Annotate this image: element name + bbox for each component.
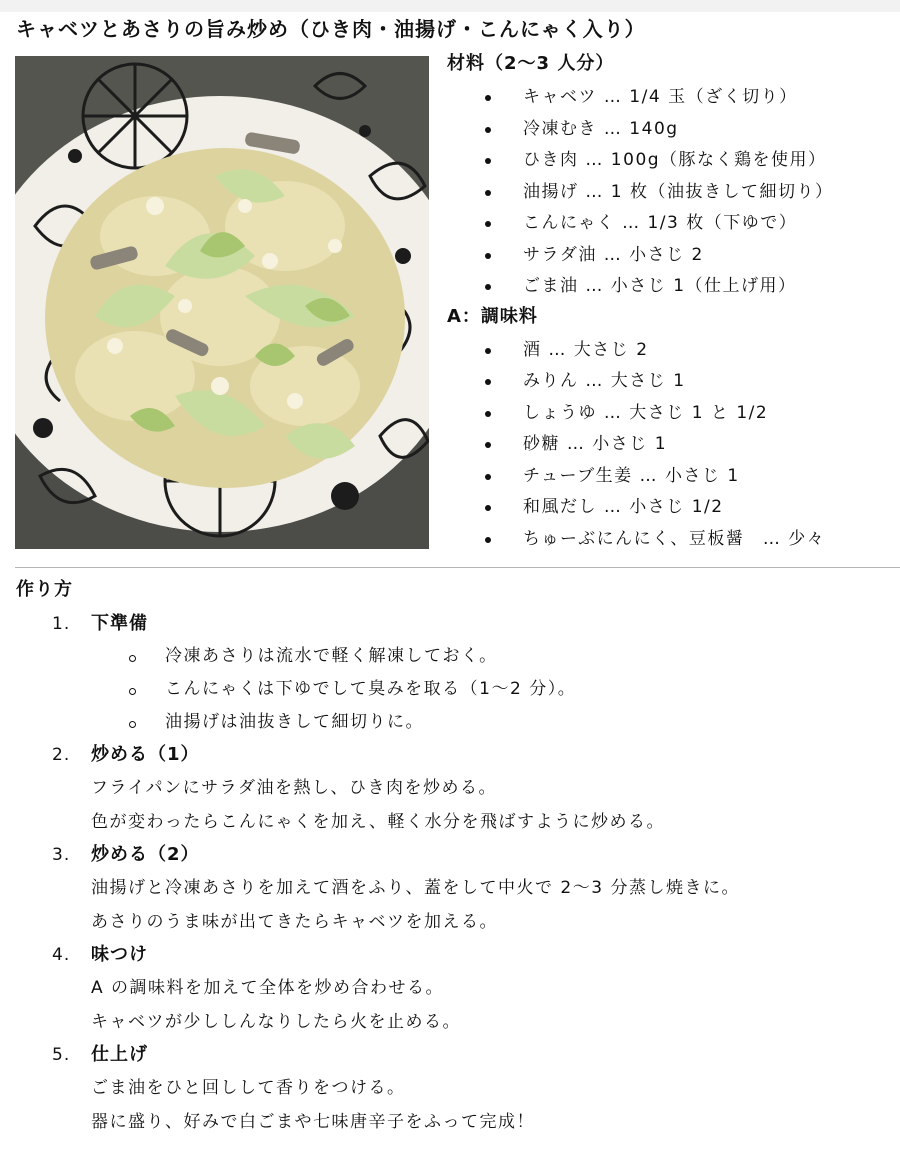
substep-item: 冷凍あさりは流水で軽く解凍しておく。 (16, 640, 886, 673)
ingredient-item: サラダ油 … 小さじ 2 (447, 240, 892, 272)
step-text: 色が変わったらこんにゃくを加え、軽く水分を飛ばすように炒める。 (91, 812, 666, 832)
method-heading: 作り方 (16, 579, 73, 600)
ingredients-section (447, 50, 892, 555)
step-text: フライパンにサラダ油を熱し、ひき肉を炒める。 (91, 778, 497, 798)
step-number: 4. (52, 945, 71, 965)
section-divider (15, 567, 900, 568)
step-title-text: 炒める（1） (91, 744, 200, 765)
step-title (16, 739, 886, 771)
ingredients-heading: 材料（2〜3 人分） (447, 53, 615, 74)
seasoning-item: みりん … 大さじ 1 (447, 366, 892, 398)
step-text: あさりのうま味が出てきたらキャベツを加える。 (91, 912, 498, 932)
step-title-text: 炒める（2） (91, 844, 200, 865)
seasoning-heading: A：調味料 (447, 305, 538, 327)
dish-photo (15, 56, 429, 549)
top-bar (0, 0, 900, 12)
step-title (16, 939, 886, 971)
step-title-text: 味つけ (91, 944, 148, 965)
seasoning-item: ちゅーぶにんにく、豆板醤 … 少々 (447, 524, 892, 556)
step-title (16, 608, 886, 640)
step-text: A の調味料を加えて全体を炒め合わせる。 (91, 978, 445, 998)
step-substeps (16, 640, 886, 739)
step-title-text: 仕上げ (91, 1044, 148, 1065)
step-title (16, 1039, 886, 1071)
seasoning-item: 砂糖 … 小さじ 1 (447, 429, 892, 461)
ingredient-item: 油揚げ … 1 枚（油抜きして細切り） (447, 177, 892, 209)
ingredient-item: ごま油 … 小さじ 1（仕上げ用） (447, 271, 892, 303)
seasoning-item: 酒 … 大さじ 2 (447, 335, 892, 367)
ingredient-item: キャベツ … 1/4 玉（ざく切り） (447, 82, 892, 114)
step-title (16, 839, 886, 871)
page-title: キャベツとあさりの旨み炒め（ひき肉・油揚げ・こんにゃく入り） (16, 17, 646, 41)
step-text: 油揚げと冷凍あさりを加えて酒をふり、蓋をして中火で 2〜3 分蒸し焼きに。 (91, 878, 740, 898)
ingredient-item: こんにゃく … 1/3 枚（下ゆで） (447, 208, 892, 240)
substep-item: 油揚げは油抜きして細切りに。 (16, 706, 886, 739)
step-number: 3. (52, 845, 71, 865)
seasoning-item: しょうゆ … 大さじ 1 と 1/2 (447, 398, 892, 430)
seasoning-list (447, 335, 892, 556)
substep-item: こんにゃくは下ゆでして臭みを取る（1〜2 分）。 (16, 673, 886, 706)
step-number: 2. (52, 745, 71, 765)
method-section (16, 574, 886, 1139)
step-number: 1. (52, 614, 71, 634)
seasoning-item: チューブ生姜 … 小さじ 1 (447, 461, 892, 493)
dish-photo-illustration (15, 56, 429, 549)
step-text: 器に盛り、好みで白ごまや七味唐辛子をふって完成！ (91, 1112, 535, 1132)
ingredient-item: ひき肉 … 100g（豚なく鶏を使用） (447, 145, 892, 177)
ingredient-item: 冷凍むき … 140g (447, 114, 892, 146)
ingredients-list (447, 82, 892, 303)
step-text: キャベツが少ししんなりしたら火を止める。 (91, 1012, 461, 1032)
step-number: 5. (52, 1045, 71, 1065)
step-title-text: 下準備 (91, 613, 148, 634)
step-text: ごま油をひと回しして香りをつける。 (91, 1078, 406, 1098)
seasoning-item: 和風だし … 小さじ 1/2 (447, 492, 892, 524)
